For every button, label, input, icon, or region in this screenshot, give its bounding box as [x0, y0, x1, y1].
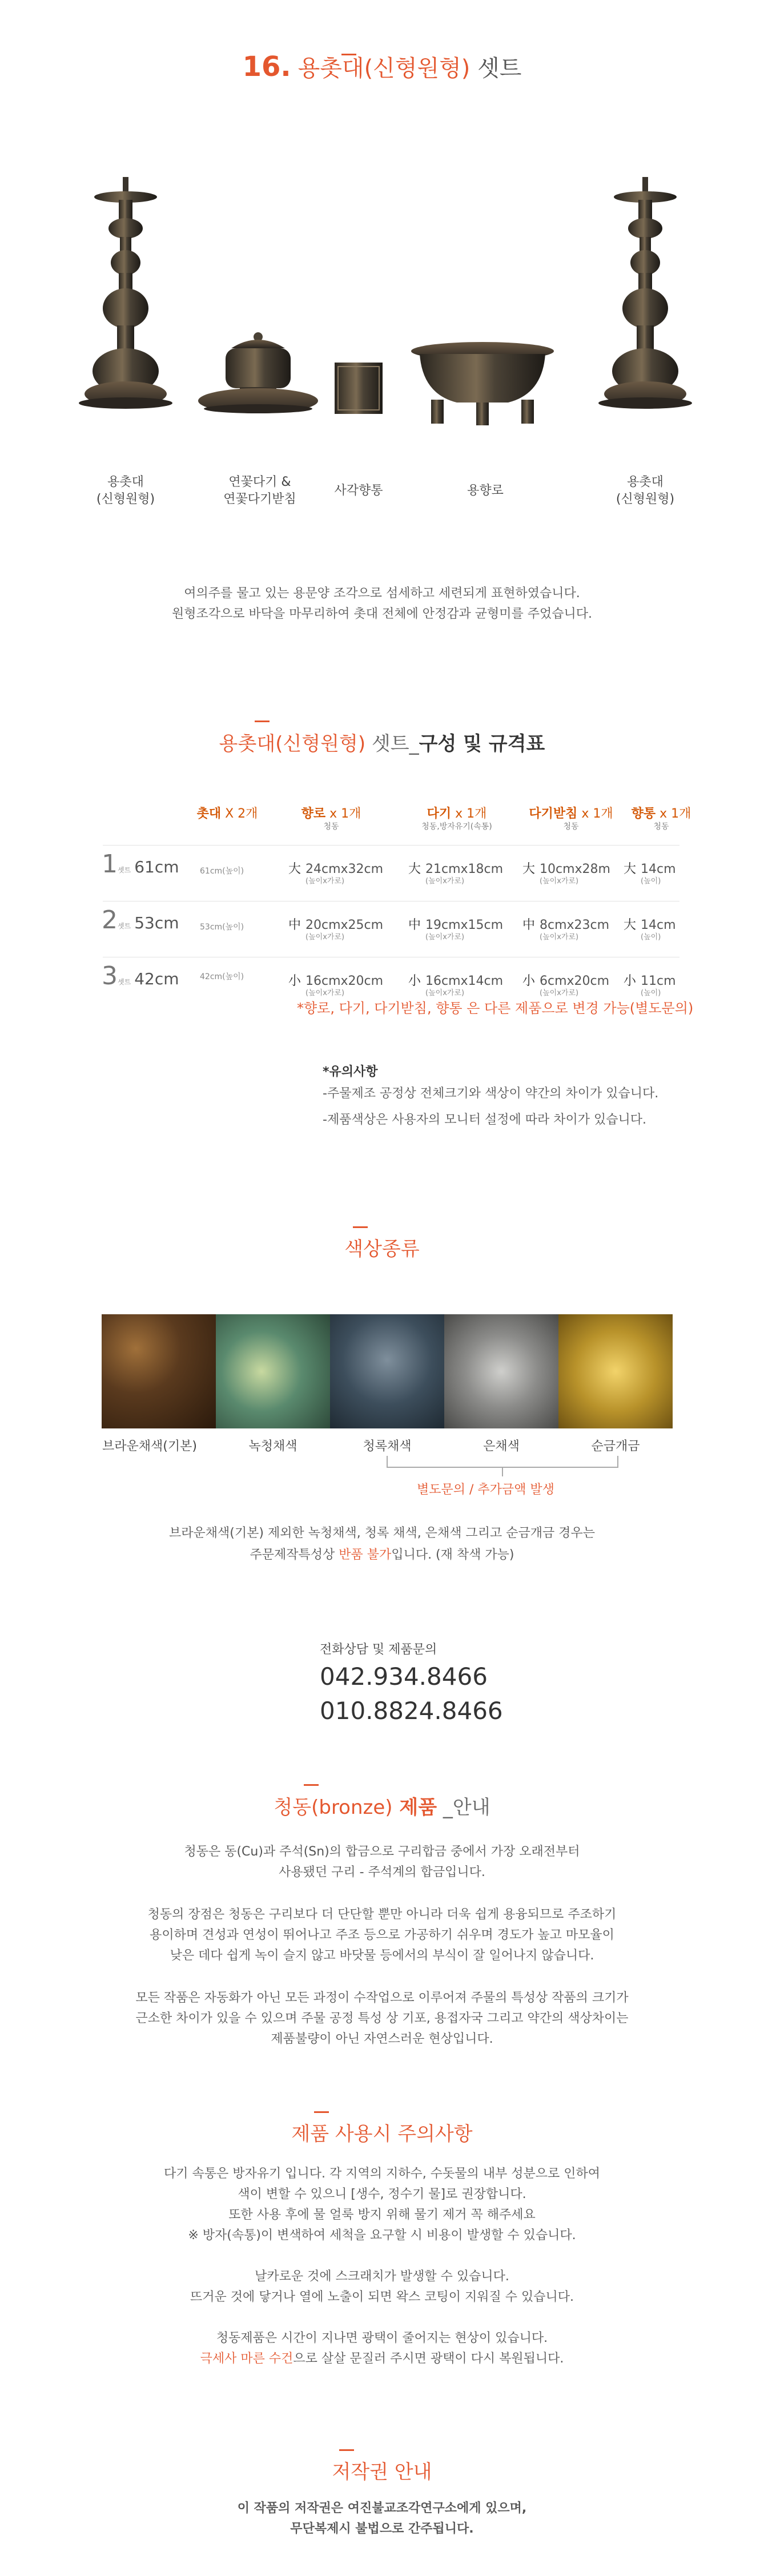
candle-stand-left [79, 177, 172, 409]
row-size: 61cm [134, 858, 179, 876]
burner-size-note: (높이x가로) [305, 989, 345, 997]
col-stand-name: 다기받침 [529, 807, 578, 821]
spec-section-title [0, 728, 764, 756]
row-index: 1 [102, 850, 118, 879]
copyright-section-title: 저작권 안내 [332, 2461, 432, 2484]
burner-size-note: (높이x가로) [305, 933, 345, 941]
col-holder-sub: 청동 [653, 822, 669, 831]
dragon-incense-burner [411, 342, 554, 425]
row-3-stand [522, 971, 609, 998]
change-note: *향로, 다기, 다기받침, 향통 은 다른 제품으로 변경 가능(별도문의) [297, 1000, 694, 1016]
copyright-line-1: 이 작품의 저작권은 여진불교조각연구소에게 있으며, [237, 2501, 527, 2515]
stand-size-note: (높이x가로) [540, 877, 579, 886]
row-2-candle: 53cm(높이) [200, 923, 244, 932]
size-mark: 大 [624, 862, 637, 876]
copyright-title-accent-bar [339, 2449, 354, 2451]
bronze-title-a: 청동 [274, 1796, 312, 1819]
col-header-burner [274, 807, 388, 832]
holder-size-note: (높이) [641, 933, 661, 941]
size-mark: 中 [288, 918, 301, 932]
col-header-stand [514, 807, 628, 832]
lotus-tea-bowl [198, 332, 318, 413]
usage-title-accent-bar [314, 2111, 329, 2113]
size-mark: 小 [624, 974, 637, 988]
burner-size: 16cmx20cm [305, 974, 384, 988]
usage-section-title: 제품 사용시 주의사항 [291, 2123, 473, 2146]
row-3-holder [624, 971, 676, 998]
col-holder-name: 향통 [631, 807, 656, 821]
square-incense-holder [335, 363, 383, 414]
product-label-candle-left: 용촛대 (신형원형) [96, 475, 155, 506]
row-1-bowl [408, 859, 503, 886]
row-2-stand [522, 915, 609, 942]
col-candle-qty: X 2개 [221, 807, 258, 821]
row-1-burner [288, 859, 383, 886]
candle-stand-right [598, 177, 692, 409]
swatch-label-green: 녹청채색 [248, 1439, 297, 1454]
burner-size-note: (높이x가로) [305, 877, 345, 886]
col-burner-qty: x 1개 [325, 807, 361, 821]
bronze-p1-line2: 사용됐던 구리 - 주석계의 합금입니다. [279, 1865, 485, 1879]
colors-note-line-2 [0, 1545, 764, 1565]
col-burner-sub: 청동 [323, 822, 339, 831]
product-title-suffix: 셋트 [470, 55, 522, 82]
bowl-size-note: (높이x가로) [425, 877, 465, 886]
col-candle-name: 촛대 [196, 807, 222, 821]
stand-size-note: (높이x가로) [540, 933, 579, 941]
usage-line-7: 청동제품은 시간이 지나면 광택이 줄어지는 현상이 있습니다. [216, 2331, 548, 2345]
spec-title-end: 구성 및 규격표 [419, 732, 545, 755]
row-size: 53cm [134, 913, 179, 932]
holder-size-note: (높이) [641, 989, 661, 997]
col-bowl-name: 다기 [427, 807, 452, 821]
swatch-label-teal: 청록채색 [363, 1439, 412, 1454]
contact-phone-1[interactable]: 042.934.8466 [320, 1663, 488, 1690]
row-2-burner [288, 915, 383, 942]
row-1-stand [522, 859, 610, 886]
spec-title-main: 용촛대(신형원형) [219, 732, 366, 755]
row-2-bowl [408, 915, 503, 942]
usage-line-3: 또한 사용 후에 물 얼룩 방지 위해 물기 제거 꼭 해주세요 [228, 2208, 536, 2222]
stand-size: 8cmx23cm [540, 918, 610, 932]
col-bowl-sub: 청동,방자유기(속통) [421, 822, 492, 831]
contact-label: 전화상담 및 제품문의 [320, 1643, 437, 1657]
swatch-label-brown: 브라운채색(기본) [102, 1439, 197, 1454]
size-mark: 大 [624, 918, 637, 932]
bronze-section-title [0, 1792, 764, 1820]
extra-cost-note: 별도문의 / 추가금액 발생 [417, 1483, 554, 1497]
bowl-size-note: (높이x가로) [425, 933, 465, 941]
colors-note-c: 입니다. (재 착색 가능) [391, 1548, 514, 1562]
holder-size: 14cm [641, 862, 676, 876]
holder-size: 14cm [641, 918, 676, 932]
stand-size: 6cmx20cm [540, 974, 610, 988]
product-photo-row [0, 143, 764, 468]
colors-section-title: 색상종류 [344, 1238, 420, 1261]
row-2-holder [624, 915, 676, 942]
title-accent-bar [341, 54, 356, 55]
bronze-p2-line1: 청동의 장점은 청동은 구리보다 더 단단할 뿐만 아니라 더욱 쉽게 용융되므로 주조하기 [147, 1907, 617, 1922]
caution-line-2: -제품색상은 사용자의 모니터 설정에 따라 차이가 있습니다. [323, 1113, 646, 1127]
bronze-p3-line3: 제품불량이 아닌 자연스러운 현상입니다. [271, 2032, 493, 2046]
bronze-title-c: 제품 [392, 1796, 437, 1819]
caution-title: *유의사항 [323, 1065, 378, 1079]
bronze-title-d: _안내 [437, 1796, 490, 1819]
product-label-lotus-bowl: 연꽃다기 & 연꽃다기받침 [223, 475, 296, 506]
bronze-p3-line1: 모든 작품은 자동화가 아닌 모든 과정이 수작업으로 이루어져 주물의 특성상 작품의 크기가 [135, 1991, 629, 2005]
size-mark: 中 [522, 918, 536, 932]
bowl-size: 16cmx14cm [425, 974, 504, 988]
col-header-holder [621, 807, 701, 832]
usage-line-8 [0, 2349, 764, 2369]
col-header-candle [182, 807, 273, 821]
burner-size: 20cmx25cm [305, 918, 384, 932]
col-stand-sub: 청동 [563, 822, 579, 831]
swatch-label-silver: 은채색 [483, 1439, 520, 1454]
intro-line-1: 여의주를 물고 있는 용문양 조각으로 섬세하고 세련되게 표현하였습니다. [184, 586, 580, 601]
usage-line-8-rest: 으로 살살 문질러 주시면 광택이 다시 복원됩니다. [293, 2352, 564, 2366]
usage-line-6: 뜨거운 것에 닿거나 열에 노출이 되면 왁스 코팅이 지워질 수 있습니다. [190, 2290, 574, 2304]
usage-highlight: 극세사 마른 수건 [200, 2352, 293, 2366]
colors-title-accent-bar [353, 1226, 368, 1228]
size-mark: 大 [288, 862, 301, 876]
caution-line-1: -주물제조 공정상 전체크기와 색상이 약간의 차이가 있습니다. [323, 1086, 659, 1101]
swatch-silver [444, 1314, 558, 1428]
product-label-candle-right: 용촛대 (신형원형) [616, 475, 675, 506]
bowl-size: 21cmx18cm [425, 862, 504, 876]
usage-line-4: ※ 방자(속통)이 변색하여 세척을 요구할 시 비용이 발생할 수 있습니다. [188, 2228, 576, 2243]
row-index: 3 [102, 961, 118, 991]
col-header-bowl [394, 807, 520, 832]
intro-line-2: 원형조각으로 바닥을 마무리하여 촛대 전체에 안정감과 균형미를 주었습니다. [171, 607, 592, 621]
row-3-burner [288, 971, 383, 998]
row-index: 2 [102, 905, 118, 935]
holder-size-note: (높이) [641, 877, 661, 886]
table-row-1-label [102, 850, 179, 879]
product-label-incense-holder: 사각향통 [334, 484, 383, 498]
bronze-p3-line2: 근소한 차이가 있을 수 있으며 주물 공정 특성 상 기포, 용접자국 그리고 약간의 색상차이는 [135, 2011, 629, 2026]
size-mark: 小 [522, 974, 536, 988]
swatch-label-gold: 순금개금 [591, 1439, 640, 1454]
contact-phone-2[interactable]: 010.8824.8466 [320, 1697, 503, 1725]
holder-size: 11cm [641, 974, 676, 988]
product-label-incense-burner: 용향로 [467, 484, 504, 498]
swatch-gold [558, 1314, 673, 1428]
colors-note-highlight: 반품 불가 [339, 1548, 392, 1562]
size-mark: 小 [288, 974, 301, 988]
table-row-2-label [102, 905, 179, 935]
col-stand-qty: x 1개 [577, 807, 613, 821]
product-number: 16. [242, 51, 291, 83]
col-burner-name: 향로 [301, 807, 326, 821]
row-3-candle: 42cm(높이) [200, 972, 244, 981]
row-size: 42cm [134, 969, 179, 988]
row-3-bowl [408, 971, 503, 998]
page-title [0, 50, 764, 83]
row-set-label: 셋트 [118, 922, 131, 930]
size-mark: 大 [408, 862, 421, 876]
colors-note-a: 주문제작특성상 [250, 1548, 339, 1562]
bronze-p2-line3: 낮은 데다 쉽게 녹이 슬지 않고 바닷물 등에서의 부식이 잘 일어나지 않습니다. [170, 1949, 594, 1963]
bronze-title-accent-bar [304, 1784, 319, 1786]
usage-line-1: 다기 속통은 방자유기 입니다. 각 지역의 지하수, 수돗물의 내부 성분으로 인하여 [164, 2167, 600, 2181]
table-divider [103, 845, 679, 846]
bronze-title-b: (bronze) [311, 1796, 393, 1819]
row-set-label: 셋트 [118, 866, 131, 874]
col-bowl-qty: x 1개 [451, 807, 487, 821]
copyright-line-2: 무단복제시 불법으로 간주됩니다. [290, 2522, 474, 2536]
swatch-teal [330, 1314, 444, 1428]
row-1-candle: 61cm(높이) [200, 867, 244, 876]
spec-title-accent-bar [255, 721, 270, 722]
product-title: 용촛대(신형원형) [297, 55, 471, 82]
extra-cost-bracket [383, 1456, 622, 1479]
size-mark: 大 [522, 862, 536, 876]
usage-line-2: 색이 변할 수 있으니 [생수, 정수기 물]로 권장합니다. [238, 2187, 526, 2201]
burner-size: 24cmx32cm [305, 862, 384, 876]
col-holder-qty: x 1개 [656, 807, 691, 821]
swatch-green [216, 1314, 330, 1428]
size-mark: 中 [408, 918, 421, 932]
row-1-holder [624, 859, 676, 886]
bowl-size-note: (높이x가로) [425, 989, 465, 997]
usage-line-5: 날카로운 것에 스크래치가 발생할 수 있습니다. [255, 2269, 509, 2284]
colors-note-line-1: 브라운채색(기본) 제외한 녹청채색, 청록 채색, 은채색 그리고 순금개금 경우는 [169, 1526, 595, 1540]
bronze-p1-line1: 청동은 동(Cu)과 주석(Sn)의 합금으로 구리합금 중에서 가장 오래전부터 [184, 1845, 580, 1859]
bowl-size: 19cmx15cm [425, 918, 504, 932]
stand-size-note: (높이x가로) [540, 989, 579, 997]
size-mark: 小 [408, 974, 421, 988]
stand-size: 10cmx28m [540, 862, 610, 876]
table-row-3-label [102, 961, 179, 991]
swatch-brown [102, 1314, 216, 1428]
row-set-label: 셋트 [118, 978, 131, 986]
bronze-p2-line2: 용이하며 견성과 연성이 뛰어나고 주조 등으로 가공하기 쉬우며 경도가 높고 마모율이 [150, 1928, 614, 1942]
spec-title-mid: 셋트_ [365, 732, 419, 755]
